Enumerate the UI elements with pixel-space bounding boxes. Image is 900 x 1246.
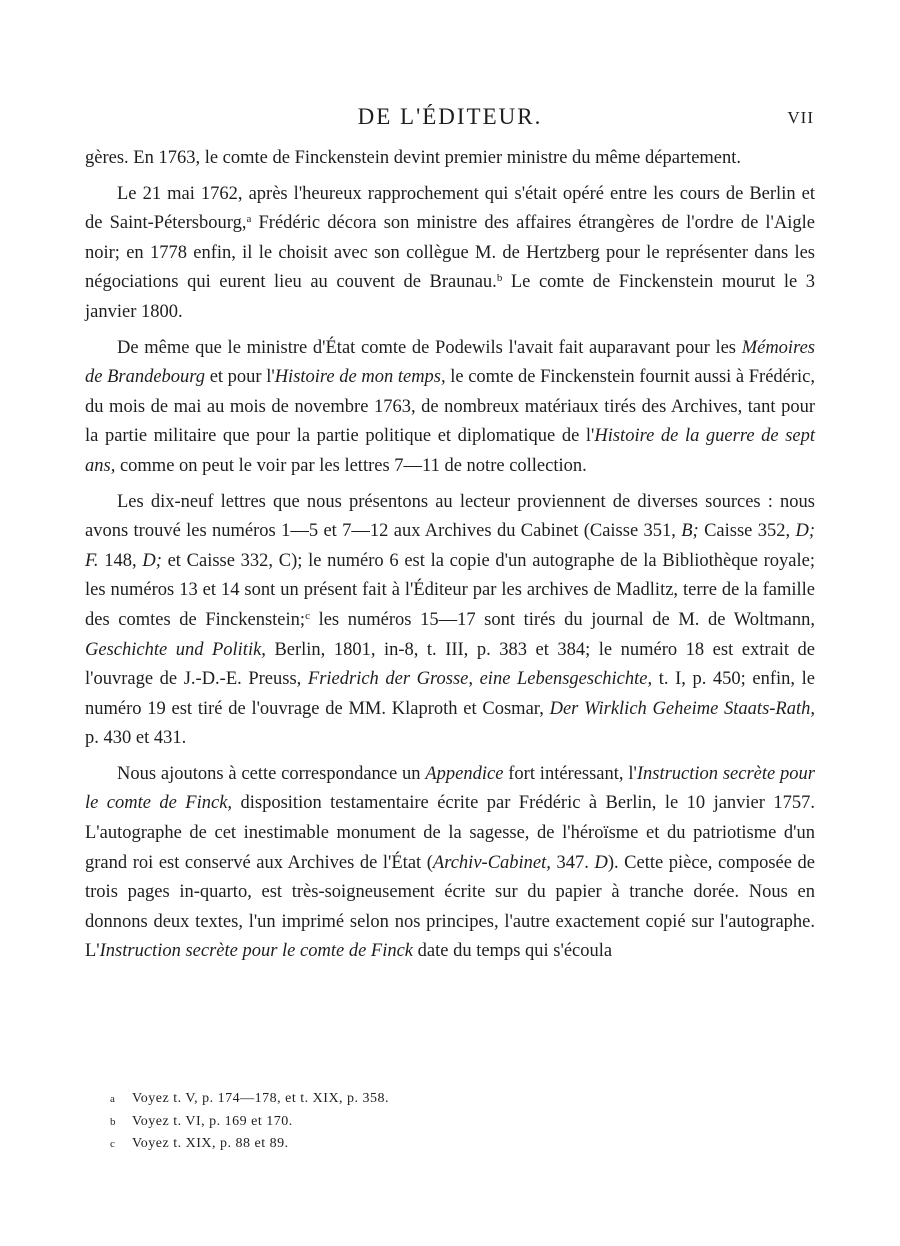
footnote-mark: b	[110, 1115, 116, 1128]
text-run: Frédéric décora son ministre des affaires étrangères de l'ordre de l'Aigle noir; en 1778 enfin, il le choisit avec son collègue M. de Hertzberg pour le représenter dans les négociations qui eurent lieu au couvent de Braunau.	[85, 213, 815, 293]
text-run: et Caisse 332, C); le numéro 6 est la copie d'un autographe de la Bibliothèque royale; les numéros 13 et 14 sont un présent fait à l'Éditeur par les archives de Madlitz, terre de la famille des comtes de Finckenstein;	[85, 550, 815, 630]
italic-title: Der Wirklich Geheime Staats-Rath,	[549, 698, 815, 719]
text-run: p. 430 et 431.	[85, 728, 187, 749]
paragraph	[85, 334, 815, 482]
footnote-text: Voyez t. XIX, p. 88 et 89.	[132, 1136, 289, 1151]
text-run: 148,	[98, 550, 143, 571]
text-run: t. I, p. 450; enfin, le numéro 19 est tiré de l'ouvrage de MM. Klaproth et Cosmar,	[85, 669, 815, 719]
italic-text: D	[594, 852, 608, 873]
text-run: disposition testamentaire écrite par Frédéric à Berlin, le 10 janvier 1757. L'autographe de cet inestimable monument de la sagesse, de l'héroïsme et du patriotisme d'un grand roi est conservé aux Archives de l'État (	[85, 793, 815, 873]
italic-title: Mémoires de Brandebourg	[85, 337, 815, 388]
text-run: le comte de Finckenstein fournit aussi à Frédéric, du mois de mai au mois de novembre 1763, de nombreux matériaux tirés des Archives, tant pour la partie militaire que pour la partie politique et diplomatique de l'	[85, 367, 816, 447]
footnote	[110, 1133, 810, 1156]
text-run: les numéros 15—17 sont tirés du journal de M. de Woltmann,	[309, 609, 815, 630]
italic-title: Histoire de la guerre de sept ans,	[85, 426, 815, 476]
footnote	[110, 1111, 810, 1134]
paragraph	[85, 180, 815, 328]
text-run: Caisse 352,	[698, 521, 796, 542]
footnote-mark: c	[110, 1138, 116, 1150]
text-run: gères. En 1763, le comte de Finckenstein devint premier ministre du même département.	[85, 148, 742, 168]
text-run: Nous ajoutons à cette correspondance un	[117, 763, 426, 784]
italic-title: Friedrich der Grosse, eine Lebensgeschichte,	[307, 669, 653, 690]
italic-text: D;	[142, 550, 162, 571]
page-number: VII	[787, 108, 814, 127]
text-run: Berlin, 1801, in-8, t. III, p. 383 et 384; le numéro 18 est extrait de l'ouvrage de J.-D.-E. Preuss,	[85, 639, 815, 690]
text-run: 347.	[550, 852, 595, 873]
paragraph	[85, 760, 815, 967]
text-run: fort intéressant, l'	[503, 763, 637, 784]
italic-title: Histoire de mon temps,	[274, 367, 446, 388]
text-run: date du temps qui s'écoula	[413, 941, 613, 962]
italic-title: Appendice	[425, 763, 504, 784]
footnote-text: Voyez t. VI, p. 169 et 170.	[132, 1113, 293, 1129]
body-text	[85, 144, 815, 967]
italic-text: B;	[681, 521, 699, 542]
italic-text: D; F.	[85, 521, 815, 571]
text-run: et pour l'	[205, 367, 275, 388]
text-run: ). Cette pièce, composée de trois pages in-quarto, est très-soigneusement écrite sur du papier à tranche dorée. Nous en donnons deux textes, l'un imprimé selon nos principes, l'autre exactement copié sur l'autographe. L'	[85, 852, 816, 962]
text-run: Le comte de Finckenstein mourut le 3 janvier 1800.	[85, 272, 815, 322]
footnote-ref: b	[496, 272, 503, 285]
text-run: comme on peut le voir par les lettres 7—11 de notre collection.	[115, 455, 587, 476]
italic-text: Archiv-Cabinet,	[432, 852, 551, 873]
text-run: Le 21 mai 1762, après l'heureux rapprochement qui s'était opéré entre les cours de Berlin et de Saint-Pétersbourg,	[85, 183, 815, 234]
footnote-ref: a	[246, 213, 252, 226]
footnotes	[110, 1088, 810, 1156]
running-header	[0, 104, 900, 144]
footnote-mark: a	[110, 1093, 116, 1105]
paragraph	[85, 488, 815, 754]
italic-title: Instruction secrète pour le comte de Finck,	[85, 763, 816, 814]
page-title: DE L'ÉDITEUR.	[357, 104, 543, 129]
italic-title: Instruction secrète pour le comte de Finck	[99, 941, 414, 962]
text-run: Les dix-neuf lettres que nous présentons au lecteur proviennent de diverses sources : nous avons trouvé les numéros 1—5 et 7—12 aux Archives du Cabinet (Caisse 351,	[85, 491, 815, 542]
footnote-text: Voyez t. V, p. 174—178, et t. XIX, p. 358.	[132, 1091, 390, 1106]
paragraph	[85, 144, 815, 174]
text-run: De même que le ministre d'État comte de Podewils l'avait fait auparavant pour les	[117, 337, 742, 358]
footnote	[110, 1088, 810, 1111]
footnote-ref: c	[305, 609, 310, 622]
italic-title: Geschichte und Politik,	[85, 639, 266, 660]
